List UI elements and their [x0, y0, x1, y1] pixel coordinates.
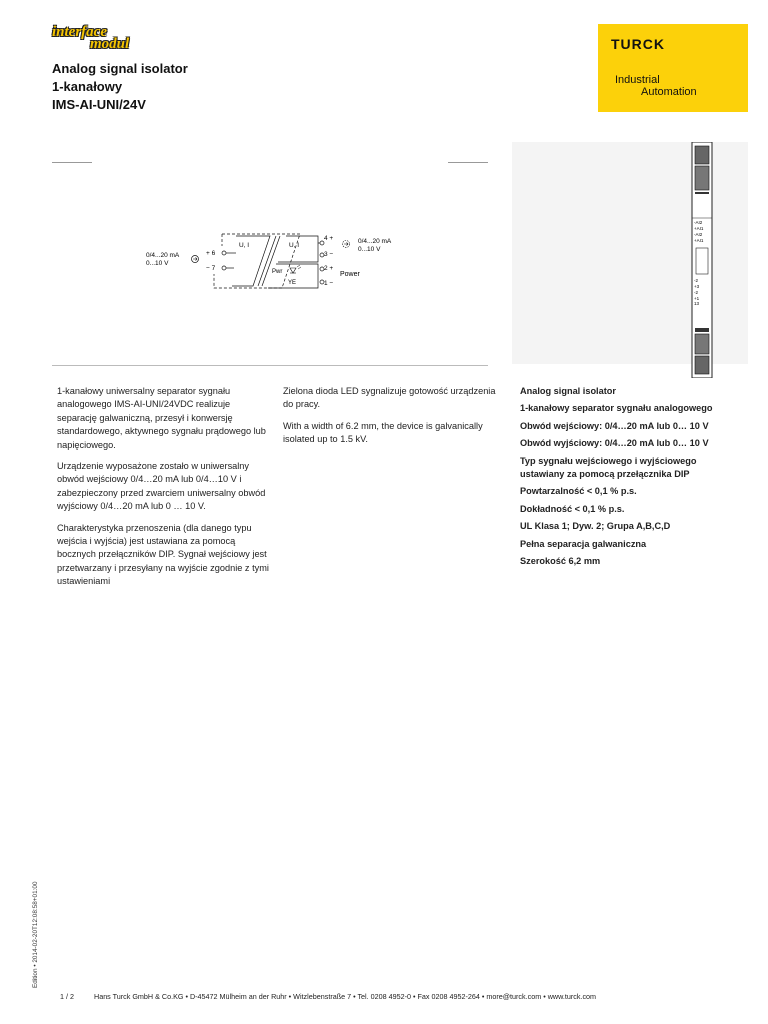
company-address: Hans Turck GmbH & Co.KG • D-45472 Mülheim an der Ruhr • Witzlebenstraße 7 • Tel. 0208 4952-0 • Fax 0208 4952-264 • more@turck.com • www.turck.com: [94, 992, 597, 1001]
spec-item: UL Klasa 1; Dyw. 2; Grupa A,B,C,D: [520, 521, 671, 532]
device-label-3: -AI2: [694, 232, 703, 237]
device-label-2: +AI1: [694, 226, 704, 231]
diagram-output-signal-1: 0/4...20 mA: [358, 238, 392, 245]
spec-item: Szerokość 6,2 mm: [520, 556, 601, 567]
spec-item: Obwód wejściowy: 0/4…20 mA lub 0… 10 V: [520, 420, 709, 431]
diagram-terminal-4: 4 +: [324, 235, 334, 242]
page-footer: [60, 992, 596, 1001]
spec-item: Pełna separacja galwaniczna: [520, 538, 647, 549]
wiring-diagram: [140, 222, 420, 302]
logo-line1: interface: [52, 24, 107, 40]
col2-paragraph-2: With a width of 6.2 mm, the device is galvanically isolated up to 1.5 kV.: [283, 420, 483, 445]
spec-item: Typ sygnału wejściowego i wyjściowego ustawiany za pomocą przełącznika DIP: [520, 455, 697, 480]
spec-item: Obwód wyjściowy: 0/4…20 mA lub 0… 10 V: [520, 438, 709, 449]
diagram-ye-label: YE: [288, 280, 297, 286]
spec-item: Analog signal isolator: [520, 386, 616, 396]
diagram-terminal-3: 3 −: [324, 251, 334, 258]
brand-tagline-industrial: Industrial: [615, 74, 660, 86]
divider-short-left: [52, 162, 92, 163]
device-label-4: +AI1: [694, 238, 704, 243]
edition-stamp: Edition • 2014-02-20T12:08:58+01:00: [32, 881, 39, 988]
col1-paragraph-2: Urządzenie wyposażone zostało w uniwersalny obwód wejściowy 0/4…20 mA lub 0/4…10 V i zabezpieczony przed zwarciem uniwersalny obwód wyjściowy 0/4…20 mA lub 0 … 10 V.: [57, 461, 266, 512]
device-label-9: 13: [694, 301, 700, 306]
title-line1: Analog signal isolator: [52, 61, 188, 76]
turck-brand-block: [598, 24, 748, 112]
spec-item: Powtarzalność < 0,1 % p.s.: [520, 486, 637, 497]
diagram-terminal-7: − 7: [206, 265, 216, 272]
diagram-terminal-2: 2 +: [324, 265, 334, 272]
device-label-6: +3: [694, 284, 700, 289]
diagram-power-label: Power: [340, 271, 360, 278]
section-divider: [52, 365, 488, 366]
col1-paragraph-3: Charakterystyka przenoszenia (dla danego typu wejścia i wyjścia) jest ustawiana za pomocą bocznych przełączników DIP. Sygnał wejściowy jest przetwarzany i przesyłany na wyjście zgodnie z tymi ustawieniami: [57, 522, 269, 587]
product-title: [52, 60, 188, 114]
interface-modul-logo: [52, 26, 202, 52]
title-line2: 1-kanałowy: [52, 79, 123, 94]
description-column-2: [283, 385, 497, 455]
diagram-output-signal-2: 0...10 V: [358, 246, 381, 253]
device-label-7: -2: [694, 290, 699, 295]
description-column-1: [57, 385, 269, 597]
diagram-pwr-label: Pwr: [272, 269, 283, 275]
divider-short-right: [448, 162, 488, 163]
diagram-block-out: U, I: [289, 242, 300, 249]
device-label-8: +1: [694, 296, 700, 301]
spec-item: 1-kanałowy separator sygnału analogowego: [520, 403, 713, 414]
spec-list: [520, 385, 716, 572]
device-label-5: -2: [694, 278, 699, 283]
spec-item: Dokładność < 0,1 % p.s.: [520, 503, 625, 514]
diagram-block-in: U, I: [239, 242, 250, 249]
led-icon: [290, 265, 301, 273]
col1-paragraph-1: 1-kanałowy uniwersalny separator sygnału analogowego IMS-AI-UNI/24VDC realizuje separację galwaniczną, przesył i konwersję standardowego, aktywnego sygnału prądowego lub napięciowego.: [57, 386, 266, 450]
logo-line2: modul: [90, 36, 130, 52]
title-line3: IMS-AI-UNI/24V: [52, 97, 146, 112]
diagram-terminal-6: + 6: [206, 250, 216, 257]
device-drawing: [690, 142, 716, 378]
col2-paragraph-1: Zielona dioda LED sygnalizuje gotowość urządzenia do pracy.: [283, 386, 496, 410]
page-number: 1 / 2: [60, 992, 74, 1001]
diagram-input-signal-2: 0...10 V: [146, 260, 169, 267]
turck-logo: TURCK: [611, 36, 665, 52]
diagram-terminal-1: 1 −: [324, 280, 334, 287]
device-label-1: -AI2: [694, 220, 703, 225]
diagram-input-signal-1: 0/4...20 mA: [146, 252, 180, 259]
brand-tagline-automation: Automation: [641, 86, 697, 98]
